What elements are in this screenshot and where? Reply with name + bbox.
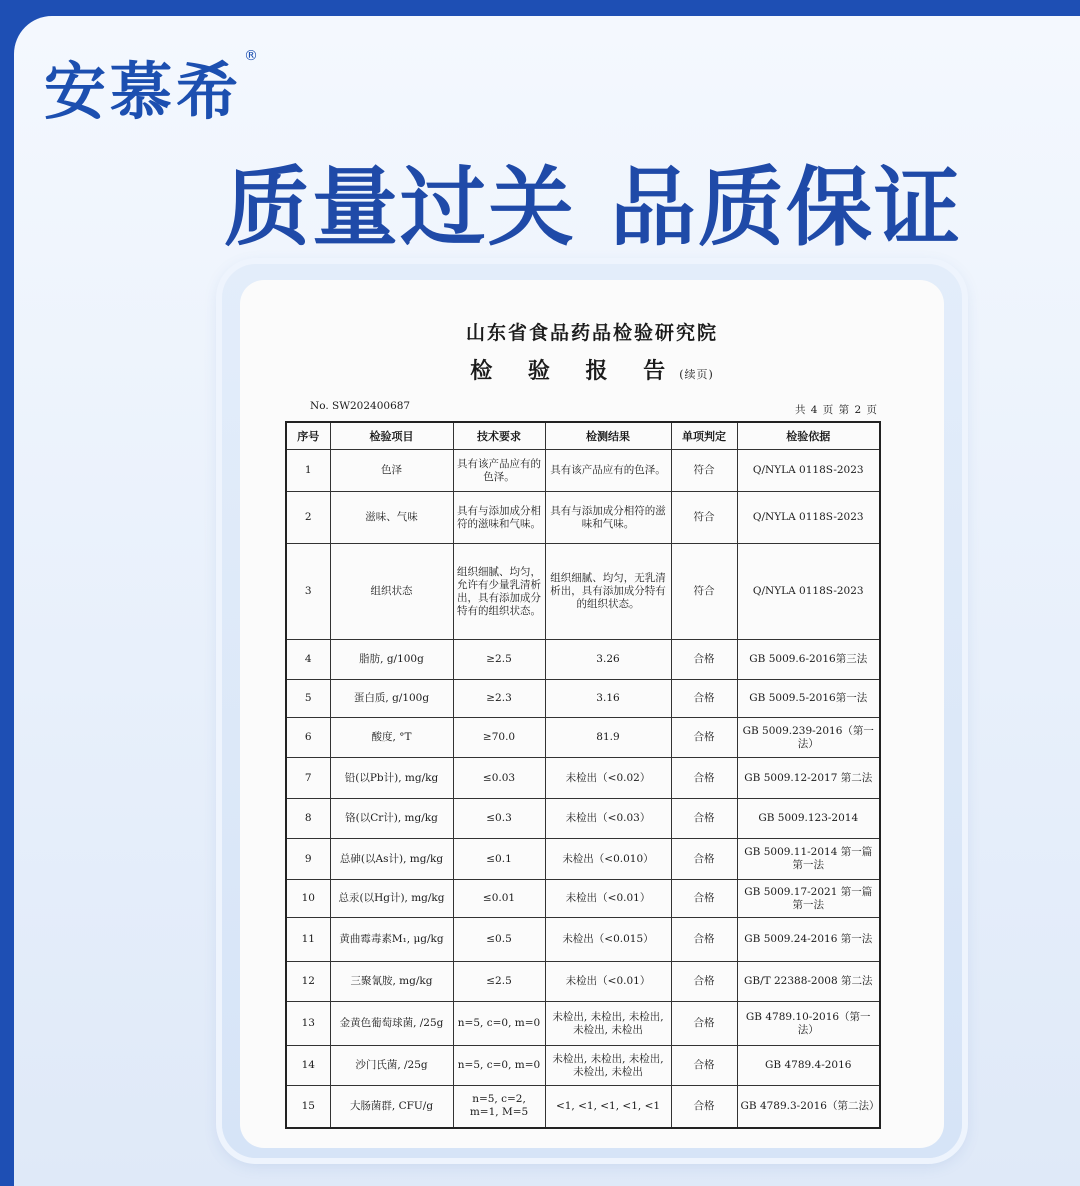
- cell-seq: 6: [286, 718, 330, 758]
- cell-result: 组织细腻、均匀，无乳清析出，具有添加成分特有的组织状态。: [545, 544, 671, 640]
- cell-seq: 8: [286, 799, 330, 839]
- cell-seq: 13: [286, 1002, 330, 1046]
- table-row: [286, 1086, 880, 1128]
- cell-result: 未检出（<0.010）: [545, 839, 671, 880]
- table-row: [286, 1046, 880, 1086]
- cell-judgement: 合格: [671, 880, 737, 918]
- cell-result: 未检出, 未检出, 未检出, 未检出, 未检出: [545, 1046, 671, 1086]
- cell-seq: 7: [286, 758, 330, 799]
- cell-judgement: 合格: [671, 1002, 737, 1046]
- cell-item: 三聚氰胺, mg/kg: [330, 962, 453, 1002]
- cell-requirement: ≤0.1: [453, 839, 545, 880]
- header-item: 检验项目: [330, 422, 453, 450]
- cell-requirement: ≥2.5: [453, 640, 545, 680]
- table-header-row: [286, 422, 880, 450]
- cell-judgement: 合格: [671, 799, 737, 839]
- table-row: [286, 962, 880, 1002]
- cell-requirement: n=5, c=2, m=1, M=5: [453, 1086, 545, 1128]
- cell-judgement: 合格: [671, 1086, 737, 1128]
- cell-basis: GB 4789.3-2016（第二法）: [737, 1086, 880, 1128]
- cell-requirement: ≤0.3: [453, 799, 545, 839]
- report-number: No. SW202400687: [310, 400, 411, 412]
- registered-mark: ®: [244, 48, 263, 64]
- header-basis: 检验依据: [737, 422, 880, 450]
- report-continued-label: (续页): [679, 368, 714, 381]
- cell-judgement: 合格: [671, 680, 737, 718]
- report-page-info: 共 4 页 第 2 页: [794, 404, 878, 416]
- cell-item: 酸度, °T: [330, 718, 453, 758]
- cell-requirement: ≤0.03: [453, 758, 545, 799]
- cell-basis: GB 5009.239-2016（第一法）: [737, 718, 880, 758]
- cell-seq: 15: [286, 1086, 330, 1128]
- cell-seq: 4: [286, 640, 330, 680]
- cell-basis: GB 5009.17-2021 第一篇第一法: [737, 880, 880, 918]
- cell-requirement: n=5, c=0, m=0: [453, 1046, 545, 1086]
- cell-seq: 14: [286, 1046, 330, 1086]
- report-organization: 山东省食品药品检验研究院: [465, 322, 718, 344]
- cell-item: 总汞(以Hg计), mg/kg: [330, 880, 453, 918]
- brand-logo: [44, 42, 262, 131]
- inspection-table: [285, 421, 881, 1129]
- cell-judgement: 合格: [671, 918, 737, 962]
- table-row: [286, 758, 880, 799]
- cell-result: 3.16: [545, 680, 671, 718]
- table-row: [286, 718, 880, 758]
- report-title: [240, 354, 944, 385]
- headline-part2: 品质保证: [610, 158, 962, 258]
- cell-requirement: ≥2.3: [453, 680, 545, 718]
- cell-requirement: ≤0.5: [453, 918, 545, 962]
- cell-item: 脂肪, g/100g: [330, 640, 453, 680]
- cell-judgement: 符合: [671, 492, 737, 544]
- cell-judgement: 合格: [671, 1046, 737, 1086]
- table-row: [286, 839, 880, 880]
- brand-name: 安慕希: [44, 55, 243, 128]
- cell-requirement: 具有该产品应有的色泽。: [453, 450, 545, 492]
- cell-basis: GB 5009.6-2016第三法: [737, 640, 880, 680]
- cell-seq: 2: [286, 492, 330, 544]
- cell-seq: 3: [286, 544, 330, 640]
- cell-requirement: ≤2.5: [453, 962, 545, 1002]
- cell-result: 具有与添加成分相符的滋味和气味。: [545, 492, 671, 544]
- cell-result: 未检出（<0.015）: [545, 918, 671, 962]
- cell-seq: 12: [286, 962, 330, 1002]
- cell-judgement: 符合: [671, 450, 737, 492]
- cell-requirement: 具有与添加成分相符的滋味和气味。: [453, 492, 545, 544]
- cell-basis: Q/NYLA 0118S-2023: [737, 450, 880, 492]
- cell-item: 大肠菌群, CFU/g: [330, 1086, 453, 1128]
- cell-basis: GB/T 22388-2008 第二法: [737, 962, 880, 1002]
- cell-basis: GB 5009.24-2016 第一法: [737, 918, 880, 962]
- cell-seq: 10: [286, 880, 330, 918]
- cell-result: <1, <1, <1, <1, <1: [545, 1086, 671, 1128]
- cell-item: 黄曲霉毒素M₁, μg/kg: [330, 918, 453, 962]
- cell-item: 滋味、气味: [330, 492, 453, 544]
- headline: [224, 138, 984, 262]
- table-row: [286, 799, 880, 839]
- table-row: [286, 450, 880, 492]
- cell-item: 组织状态: [330, 544, 453, 640]
- header-result: 检测结果: [545, 422, 671, 450]
- cell-basis: Q/NYLA 0118S-2023: [737, 492, 880, 544]
- header-judgement: 单项判定: [671, 422, 737, 450]
- cell-result: 未检出, 未检出, 未检出, 未检出, 未检出: [545, 1002, 671, 1046]
- cell-judgement: 合格: [671, 962, 737, 1002]
- cell-judgement: 合格: [671, 839, 737, 880]
- cell-item: 色泽: [330, 450, 453, 492]
- table-row: [286, 492, 880, 544]
- report-title-text: 检 验 报 告: [470, 358, 680, 384]
- cell-requirement: 组织细腻、均匀，允许有少量乳清析出，具有添加成分特有的组织状态。: [453, 544, 545, 640]
- cell-seq: 11: [286, 918, 330, 962]
- cell-basis: GB 5009.11-2014 第一篇第一法: [737, 839, 880, 880]
- cell-result: 3.26: [545, 640, 671, 680]
- headline-part1: 质量过关: [224, 158, 576, 258]
- cell-result: 81.9: [545, 718, 671, 758]
- cell-item: 蛋白质, g/100g: [330, 680, 453, 718]
- cell-basis: GB 4789.10-2016（第一法）: [737, 1002, 880, 1046]
- cell-judgement: 合格: [671, 718, 737, 758]
- cell-seq: 1: [286, 450, 330, 492]
- cell-item: 沙门氏菌, /25g: [330, 1046, 453, 1086]
- cell-result: 未检出（<0.03）: [545, 799, 671, 839]
- cell-item: 金黄色葡萄球菌, /25g: [330, 1002, 453, 1046]
- cell-seq: 5: [286, 680, 330, 718]
- cell-result: 未检出（<0.01）: [545, 962, 671, 1002]
- table-row: [286, 918, 880, 962]
- table-row: [286, 880, 880, 918]
- cell-item: 铅(以Pb计), mg/kg: [330, 758, 453, 799]
- header-requirement: 技术要求: [453, 422, 545, 450]
- header-seq: 序号: [286, 422, 330, 450]
- inspection-report: [240, 280, 944, 1148]
- cell-result: 具有该产品应有的色泽。: [545, 450, 671, 492]
- cell-judgement: 符合: [671, 544, 737, 640]
- cell-basis: GB 5009.12-2017 第二法: [737, 758, 880, 799]
- table-row: [286, 1002, 880, 1046]
- cell-basis: GB 4789.4-2016: [737, 1046, 880, 1086]
- cell-item: 铬(以Cr计), mg/kg: [330, 799, 453, 839]
- cell-basis: Q/NYLA 0118S-2023: [737, 544, 880, 640]
- cell-judgement: 合格: [671, 640, 737, 680]
- table-row: [286, 544, 880, 640]
- cell-result: 未检出（<0.01）: [545, 880, 671, 918]
- cell-judgement: 合格: [671, 758, 737, 799]
- table-row: [286, 680, 880, 718]
- cell-requirement: ≤0.01: [453, 880, 545, 918]
- cell-requirement: n=5, c=0, m=0: [453, 1002, 545, 1046]
- cell-seq: 9: [286, 839, 330, 880]
- cell-requirement: ≥70.0: [453, 718, 545, 758]
- cell-basis: GB 5009.123-2014: [737, 799, 880, 839]
- cell-item: 总砷(以As计), mg/kg: [330, 839, 453, 880]
- cell-basis: GB 5009.5-2016第一法: [737, 680, 880, 718]
- table-row: [286, 640, 880, 680]
- cell-result: 未检出（<0.02）: [545, 758, 671, 799]
